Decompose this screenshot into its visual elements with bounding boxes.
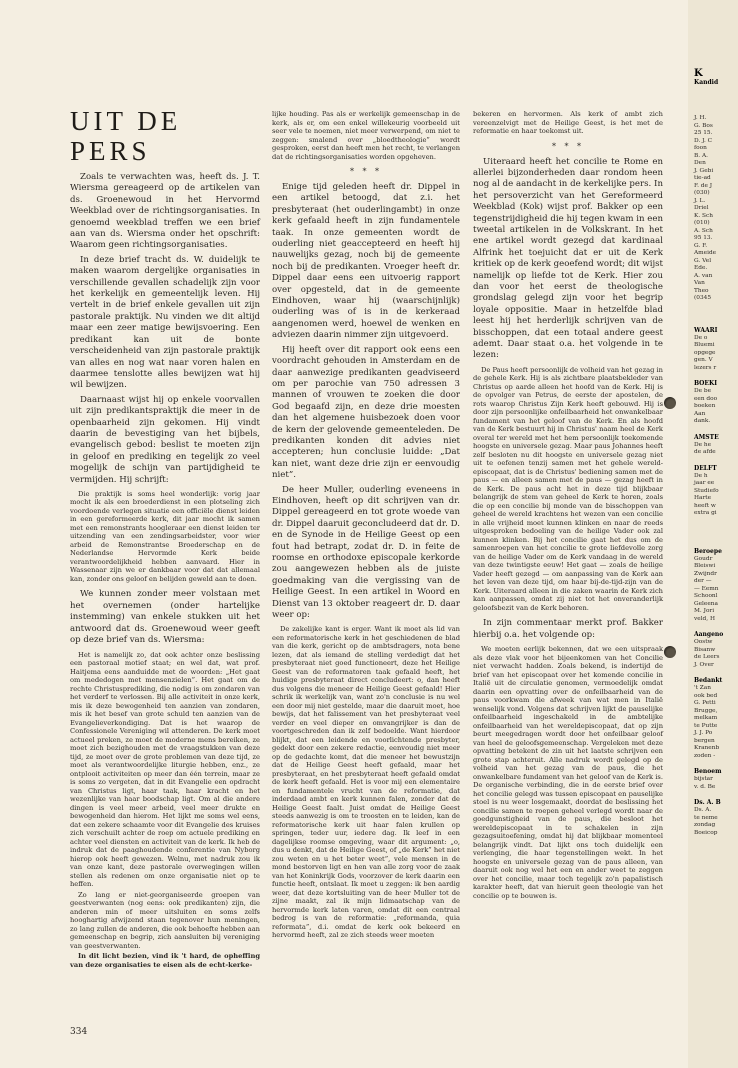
adjacent-line: Geleena — [694, 600, 718, 607]
paragraph: We kunnen zonder meer volstaan met het overnemen (onder hartelijke instemming) van enkele stukken uit het antwoord dat ds. Groenewoud weer geeft op deze brief van ds. Wiersma: — [70, 589, 260, 646]
adjacent-line: boeken — [694, 403, 716, 409]
adjacent-heading: BOEKI — [694, 380, 718, 387]
column-3 — [473, 110, 663, 906]
adjacent-line: G. Petti — [694, 700, 716, 706]
adjacent-line: heeft w — [694, 502, 716, 509]
adjacent-line: J. Over — [694, 661, 714, 668]
adjacent-line: de afde — [694, 449, 716, 455]
adjacent-line: J. J. Po — [694, 730, 713, 736]
paragraph: In zijn commentaar merkt prof. Bakker hierbij o.a. het volgende op: — [473, 618, 663, 640]
quotation: bekeren en hervormen. Als kerk of ambt zich vereenzelvigt met de Heilige Geest, is het met de reformatie en haar toekomst uit. — [473, 110, 663, 135]
adjacent-line: Theo — [694, 287, 709, 294]
adjacent-line: B. A. — [694, 152, 708, 159]
paragraph: De heer Muller, ouderling eveneens in Eindhoven, heeft op dit schrijven van dr. Dippel gereageerd en tot grote woede van dr. Dippel daaruit geconcludeerd dat dr. D. en de Synode in de Heilige Geest op een fout had betrapt, zodat dr. D. in feite de roomse en orthodoxe episcopale kerkorde zou aangewezen hebben als de juiste goedmaking van die vergissing van de Heilige Geest. In een artikel in Woord en Dienst van 13 oktober reageert dr. D. daar weer op: — [272, 484, 460, 621]
adjacent-page-title: K — [694, 68, 703, 79]
adjacent-line: 't Zan — [694, 685, 711, 691]
adjacent-line: Ds. A. — [694, 807, 712, 813]
adjacent-line: lezers r — [694, 364, 717, 371]
adjacent-line: (030) — [694, 190, 710, 196]
adjacent-line: Harte — [694, 495, 712, 501]
adjacent-page — [688, 0, 738, 1068]
adjacent-line: extra gi — [694, 510, 717, 516]
adjacent-line: zondag — [694, 822, 716, 828]
adjacent-line: Brugge, — [694, 707, 718, 714]
adjacent-line: foon — [694, 145, 707, 151]
adjacent-line: 25 15. — [694, 130, 713, 136]
adjacent-line: Schoonl — [694, 593, 718, 599]
adjacent-line: (0345 — [694, 295, 712, 301]
adjacent-line: G. Vel — [694, 257, 712, 264]
adjacent-line: Van — [694, 280, 705, 286]
adjacent-heading: Benoem — [694, 768, 722, 775]
adjacent-list — [694, 335, 738, 373]
adjacent-line: v. d. Be — [694, 783, 716, 790]
adjacent-line: K. Sch — [694, 212, 713, 219]
adjacent-line: der — — [694, 578, 712, 584]
paragraph: Daarnaast wijst hij op enkele voorvallen uit zijn predikantspraktijk die meer in de openbaarheid zijn gekomen. Hij vindt daarin de bevestiging van het bijbels, evangelisch gebod: beslist te moeten zijn in geloof en prediking en tegelijk zo veel mogelijk de schijn van partijdigheid te vermijden. Hij schrijft: — [70, 394, 260, 485]
adjacent-heading: WAARI — [694, 326, 718, 334]
adjacent-line: jaar ee — [694, 480, 715, 486]
adjacent-line: te Putte — [694, 722, 718, 729]
adjacent-line: bijstar — [694, 776, 713, 782]
adjacent-line: Aan — [694, 410, 706, 417]
adjacent-line: M. Jori — [694, 608, 715, 614]
adjacent-heading: Aangeno — [694, 631, 724, 638]
binding-hole-icon — [664, 397, 676, 409]
adjacent-line: dank. — [694, 418, 711, 424]
adjacent-line: 95 13. — [694, 235, 713, 241]
section-divider: * * * — [349, 167, 383, 176]
column-2 — [272, 110, 460, 946]
adjacent-list — [694, 776, 738, 791]
adjacent-line: A. Sch — [694, 227, 713, 234]
adjacent-line: G. Bos — [694, 122, 713, 129]
adjacent-heading: DELFT — [694, 464, 717, 472]
adjacent-line: zoden - — [694, 752, 716, 759]
adjacent-line: Ede. — [694, 265, 708, 271]
adjacent-line: J. L. — [694, 197, 706, 204]
adjacent-list — [694, 639, 738, 669]
adjacent-line: Studiefo — [694, 487, 719, 494]
quotation: De zakelijke kant is erger. Want ik moet als lid van een reformatorische kerk in het geschiedenen de blad van die kerk, gericht op de ambtsdragers, nota bene lezen, dat als iemand de stelling verdedigt dat het presbyteraat niet goed functioneert, deze het Heilige Geest van de reformatoren taak gefaald heeft, het huidige presbyteraat direct concludeert: o, dan heeft dus volgens die meneer de Heilige Geest gefaald! Hier schrik ik werkelijk van, want zo'n conclusie is nu wel een door mij niet gestelde, maar die daaruit moet, hoe bewijs, dat het falissement van het presbyteraat veel verder en veel dieper en omvangrijker is dan de voortgeschreden dan ik zelf bedoelde. Want hierdoor blijkt, dat een leidende en voorlichtende presbyter, gedekt door een zekere redactie, eenvoudig niet meer op de gedachte komt, dat die meneer het bewustzijn dat de Heilige Geest heeft gefaald, maar het presbyteraat, en het presbyteraat heeft gefaald omdat de kerk heeft gefaald. Het is voor mij een elementaire en fundamentele vrucht van de reformatie, dat inderdaad ambt en kerk kunnen falen, zonder dat de Heilige Geest faalt. Juist omdat de Heilige Geest steeds aanwezig is om te troosten en te leiden, kan de reformatorische kerk uit haar falen krullen op springen, teder uur, iedere dag. Ik leef in een dagelijkse roomse omgeving, waar dit argument: „o, dus u denkt, dat de Heilige Geest, of „de Kerk” het niet zou weten en u het beter weet”, vele mensen in de mond bestorven ligt en hen van alle zorg voor de zaak van het Koninkrijk Gods, voorzover de kerk daarin een functie heeft, ontslaat. Ik moet u zeggen: ik ben aardig weer, dat deze kortsluiting van de heer Muller tot de zijne maakt, zal ik mijn lidmaatschap van de hervormde kerk laten varen, omdat dit een centraal bedrog is van de reformatie: „reformanda, quia reformata”, d.i. omdat de kerk ook bekeerd en hervormd heeft, zal ze zich steeds weer moeten — [272, 625, 460, 940]
adjacent-line: tie-ad — [694, 175, 711, 181]
adjacent-heading: Ds. A. B — [694, 799, 721, 806]
page-title: UIT DE PERS — [70, 106, 182, 166]
adjacent-line: Oostw — [694, 639, 713, 645]
adjacent-list — [694, 556, 738, 624]
adjacent-line: gen. V — [694, 357, 713, 363]
section-divider: * * * — [551, 141, 585, 151]
adjacent-heading: AMSTE — [694, 433, 719, 441]
adjacent-list — [694, 442, 738, 457]
quotation: Zo lang er niet-georganiseerde groepen van geestverwanten (nog eens: ook predikanten) zijn, die anderen min of meer uitsluiten en soms zelfs hooghartig afwijzend staan tegenover hun meningen, zo lang zullen de anderen, die ook behoefte hebben aan gemeenschap en begrip, zich aansluiten bij vereniging van geestverwanten. — [70, 890, 260, 950]
adjacent-line: veld, H — [694, 615, 716, 622]
paragraph: Enige tijd geleden heeft dr. Dippel in een artikel betoogd, dat z.i. het presbyteraat (het ouderlingambt) in onze kerk gefaald heeft in zijn fundamentele taak. In onze gemeenten wordt de ouderling niet geaccepteerd en heeft hij nauwelijks gezag, noch bij de gemeente noch bij de predikanten. Vroeger heeft dr. Dippel daar eens een uitvoerig rapport over opgesteld, dat in de gemeente Eindhoven, waar hij (waarschijnlijk) ouderling was of is in de kerkeraad aangenomen werd, hoewel de wenken en adviezen daarin nimmer zijn uitgevoerd. — [272, 182, 460, 341]
adjacent-line: (010) — [694, 220, 710, 226]
adjacent-heading: Kandid — [694, 79, 719, 86]
adjacent-line: ook bed — [694, 692, 718, 699]
paragraph: In deze brief tracht ds. W. duidelijk te maken waarom dergelijke organisaties in verschillende gevallen schadelijk zijn voor het kerkelijk en gemeentelijk leven. Hij vertelt in de brief enkele gevallen uit zijn pastorale praktijk. Nu vinden we dit altijd maar een zeer matige bewijsvoering. Een predikant kan uit de bonte verscheidenheid van zijn pastorale praktijk van alles en nog wat naar voren halen en daarmee tenslotte alles bewijzen wat hij wil bewijzen. — [70, 254, 260, 391]
quotation: De Paus heeft persoonlijk de volheid van het gezag in de gehele Kerk. Hij is als zichtbare plaatsbekleder van Christus op aarde alleen het hoofd van de Kerk. Hij is de opvolger van Petrus, de eerste der apostelen, de rots waarop Christus Zijn Kerk heeft gebouwd. Hij is door zijn persoonlijke onfeilbaarheid het onwankelbaar fundament van het geloof van de Kerk. En als hoofd van de Kerk bestuurt hij in Christus' naam heel de Kerk overal ter wereld met het hem persoonlijk toekomende hoogste en universele gezag. Maar paus Johannes heeft zelf besloten nu dit hoogste en universele gezag niet uit te oefenen tenzij samen met het gehele wereld-episcopaat, dat is de Christus' bediening samen met de paus — en alleen samen met de paus — gezag heeft in de Kerk. De paus acht het in deze tijd blijkbaar belangrijk de stem van geheel de Kerk te horen, zoals die op een concilie bij monde van de bisschoppen van geheel de wereld krachtens het wezen van een concilie in alle vrijheid moet kunnen klinken en naar de reeds uitgesproken bedoeling van de heilige Vader ook zal kunnen klinken. Bij het concilie gaat het dus om de samenroepen van het concilie te grote liefdevolle zorg van de heilige Vader om de Kerk vandaag in de wereld van deze twintigste eeuw! Het gaat — zoals de heilige Vader heeft gezegd — om aanpassing van de Kerk aan het leven van deze tijd, om haar bij-de-tijd-zijn van de Kerk. Uiteraard alleen in die zaken waarin de Kerk zich kan aanpassen, omdat zij niet tot het onveranderlijk geloofsbezit van de Kerk behoren. — [473, 365, 663, 612]
quotation: We moeten eerlijk bekennen, dat we een uitspraak als deze vlak voor het bijeenkomen van het Concilie niet verwacht hadden. Zoals bekend, is indertijd de brief van het episcopaat over het komende concilie in Italië uit de circulatie genomen, vermoedelijk omdat daarin een opvatting over de onfeilbaarheid van de paus voorkwam die afweek van wat men in Italië wenselijk vond. Volgens dat schrijven lijkt de pauselijke onfeilbaarheid ingeschakeld in de ambtelijke onfeilbaarheid van het wereldepiscopaat, dat op zijn beurt meegedragen wordt door het onfeilbaar geloof van heel de geloofsgemeenschap. Vergeleken met deze opvatting betekent de zin uit het laatste schrijven een grote stap achteruit. Alle nadruk wordt gelegd op de volheid van het gezag van de paus, die het onwankelbare fundament van het geloof van de Kerk is. De organische verbinding, die in de eerste brief over het concilie gelegd was tussen episcopaat en pauselijke stoel is nu weer losgemaakt, doordat de beslissing het concilie samen te roepen geheel verlegd wordt naar de goedgunstigheid van de paus, die besloot het wereldepiscopaat in te schakelen in zijn gezagsuitoefening, omdat hij dat blijkbaar momenteel belangrijk vindt. Dat lijkt ons toch duidelijk een verlenging, die haar tegenstellingen wekt. In het hoogste en universele gezag van de paus alleen, van daaruit ook nog wel het een en ander weet te zeggen over het concilie, maar toch tegelijk zo'n papalistisch karakter heeft, dat van hieruit geen theologie van het concilie op te bouwen is. — [473, 645, 663, 900]
adjacent-line: De o — [694, 334, 708, 341]
quotation: In dit licht bezien, vind ik 't hard, de opheffing van deze organisaties te eisen als de echt-kerke- — [70, 952, 260, 969]
adjacent-line: J. Gebi — [694, 167, 714, 174]
adjacent-line: Goudr — [694, 555, 713, 562]
quotation: Het is namelijk zo, dat ook achter onze beslissing een pastoraal motief staat; en wel dat, wat prof. Haitjema eens aanduidde met de woorden: „Het gaat om mededogen met mensenzielen”. Het gaat om de rechte Christusprediking, die nodig is om zondaren van het verderf te verlossen. Bij alle activiteit in onze kerk, mis ik deze bewogenheid ten aanzien van zondaren, mis ik het besef van grote schuld ten aanzien van de Evangelieverkondiging. Dat is het waarop de Confessionele Vereniging wil attenderen. De kerk moet actueel preken, ze moet de moderne mens bereiken, ze moet zich bezighouden met de vraagstukken van deze tijd, ze moet over de grote problemen van deze tijd, ze moet als verantwoordelijke liturgie hebben, enz., ze ontplooit activiteiten op meer dan één terrein, maar ze is soms zo vergeten, dat in dit Evangelie een opdracht van Christus ligt, haar taak, haar kracht en het wezenlijke van haar boodschap ligt. Om al die andere dingen is veel meer arbeid, veel meer drukte en bewogenheid dan hierom. Het lijkt me soms wel eens, dat een zekere schaamte voor dit Evangelie des kruises zich verschuilt achter de roep om actuele prediking en achter veel diensten en activiteit van de kerk. Ik heb de indruk dat de paaghoudende conferentie van Nyborg hierop ook heeft gewezen. Welnu, met nadruk zou ik van onze kant, deze pastorale overwegingen willen stellen als redenen om onze organisatie niet op te heffen. — [70, 650, 260, 888]
adjacent-line: Bisanw — [694, 646, 716, 653]
adjacent-line: De be — [694, 388, 712, 394]
adjacent-line: Bluemi — [694, 342, 715, 348]
paragraph: Zoals te verwachten was, heeft ds. J. T. Wiersma gereageerd op de artikelen van ds. Groenewoud in het Hervormd Weekblad over de richtingsorganisaties. In genoemd weekblad treffen we een brief aan van ds. Wiersma onder het opschrift: Waarom geen richtingsorganisaties. — [70, 172, 260, 251]
adjacent-line: J. H. — [694, 115, 707, 121]
adjacent-line: een doo — [694, 395, 718, 402]
adjacent-line: melkam — [694, 715, 718, 721]
adjacent-line: Driel — [694, 205, 709, 211]
paragraph: Uiteraard heeft het concilie te Rome en allerlei bijzonderheden daar rondom heen nog al de aandacht in de kerkelijke pers. In het persoverzicht van het Gereformeerd Weekblad (Kok) wijst prof. Bakker op een tegenstrijdigheid die hij tegen kwam in een tweetal artikelen in de Volkskrant. In het ene artikel wordt gezegd dat kardinaal Alfrink het toejuicht dat er uit de Kerk kritiek op de kerk geoefend wordt; dit wijst namelijk op liefde tot de Kerk. Hier zou dan voor het eerst de theologische grondslag gelegd zijn voor het begrip loyale oppositie. Maar in hetzelfde blad leest hij het herderlijk schrijven van de bisschoppen, dat een totaal andere geest ademt. Daar staat o.a. het volgende in te lezen: — [473, 156, 663, 361]
adjacent-line: Zwijndr — [694, 570, 717, 577]
adjacent-line: De he — [694, 441, 712, 448]
adjacent-list — [694, 473, 738, 518]
quotation: Die praktijk is soms heel wonderlijk: vorig jaar mocht ik als een broederdienst in een plotseling zich voordoende verlegen situatie een officiële dienst leiden in een gereformeerde kerk, dit jaar mocht ik samen met een remonstrants hoogleraar een dienst leiden ter uitzending van een zendingsarbeidster, voor wier arbeid de Remonstrantse Broederschap en de Nederlandse Hervormde Kerk beide verantwoordelijkheid hebben aanvaard. Hier in Wassenaar zijn we er dankbaar voor dat dat allemaal kan, zonder ons geloof en belijden geweld aan te doen. — [70, 489, 260, 583]
adjacent-line: Bleiswi — [694, 563, 716, 569]
adjacent-list — [694, 807, 738, 837]
adjacent-line: A. van — [694, 272, 713, 279]
quotation: lijke houding. Pas als er werkelijk gemeenschap in de kerk, als er, om een enkel willekeurig voorbeeld uit seer vele te noemen, niet meer verwerpend, om niet te zeggen: smalend over „bloedtheologie” wordt gesproken, eerst dan heeft men het recht, te verlangen dat de richtingsorganisaties worden opgeheven. — [272, 110, 460, 161]
adjacent-line: Kranenb — [694, 745, 720, 751]
binding-hole-icon — [664, 646, 676, 658]
adjacent-list — [694, 685, 738, 760]
adjacent-line: Den — [694, 160, 706, 166]
adjacent-line: F. de J — [694, 182, 713, 189]
adjacent-line: bergen — [694, 737, 715, 744]
adjacent-line: Ameide — [694, 250, 717, 256]
adjacent-heading: Beroepe — [694, 547, 722, 555]
adjacent-line: Boeicop — [694, 829, 718, 836]
adjacent-line: D. J. C — [694, 137, 713, 144]
adjacent-line: opgege — [694, 349, 716, 356]
adjacent-line: de Leers — [694, 654, 720, 660]
adjacent-line: G. F. — [694, 242, 708, 249]
adjacent-heading: Bedankt — [694, 677, 723, 684]
page-number: 334 — [70, 1027, 88, 1037]
adjacent-list — [694, 115, 738, 303]
adjacent-line: te neme — [694, 814, 718, 821]
adjacent-list — [694, 388, 738, 426]
paragraph: Hij heeft over dit rapport ook eens een voordracht gehouden in Amsterdam en de daar aanwezige predikanten geadviseerd om per parochie van 750 adressen 3 mannen of vrouwen te zoeken die door God begaafd zijn, en deze drie moesten dan het algemene huisbezoek doen voor de kern der gelovende gemeenteleden. De predikanten konden dit advies niet accepteren; hun conclusie luidde: „Dat kan niet, want deze drie zijn er eenvoudig niet”. — [272, 344, 460, 481]
adjacent-line: — Eemn — [694, 585, 719, 592]
column-1 — [70, 106, 260, 975]
adjacent-line: De h — [694, 472, 708, 479]
